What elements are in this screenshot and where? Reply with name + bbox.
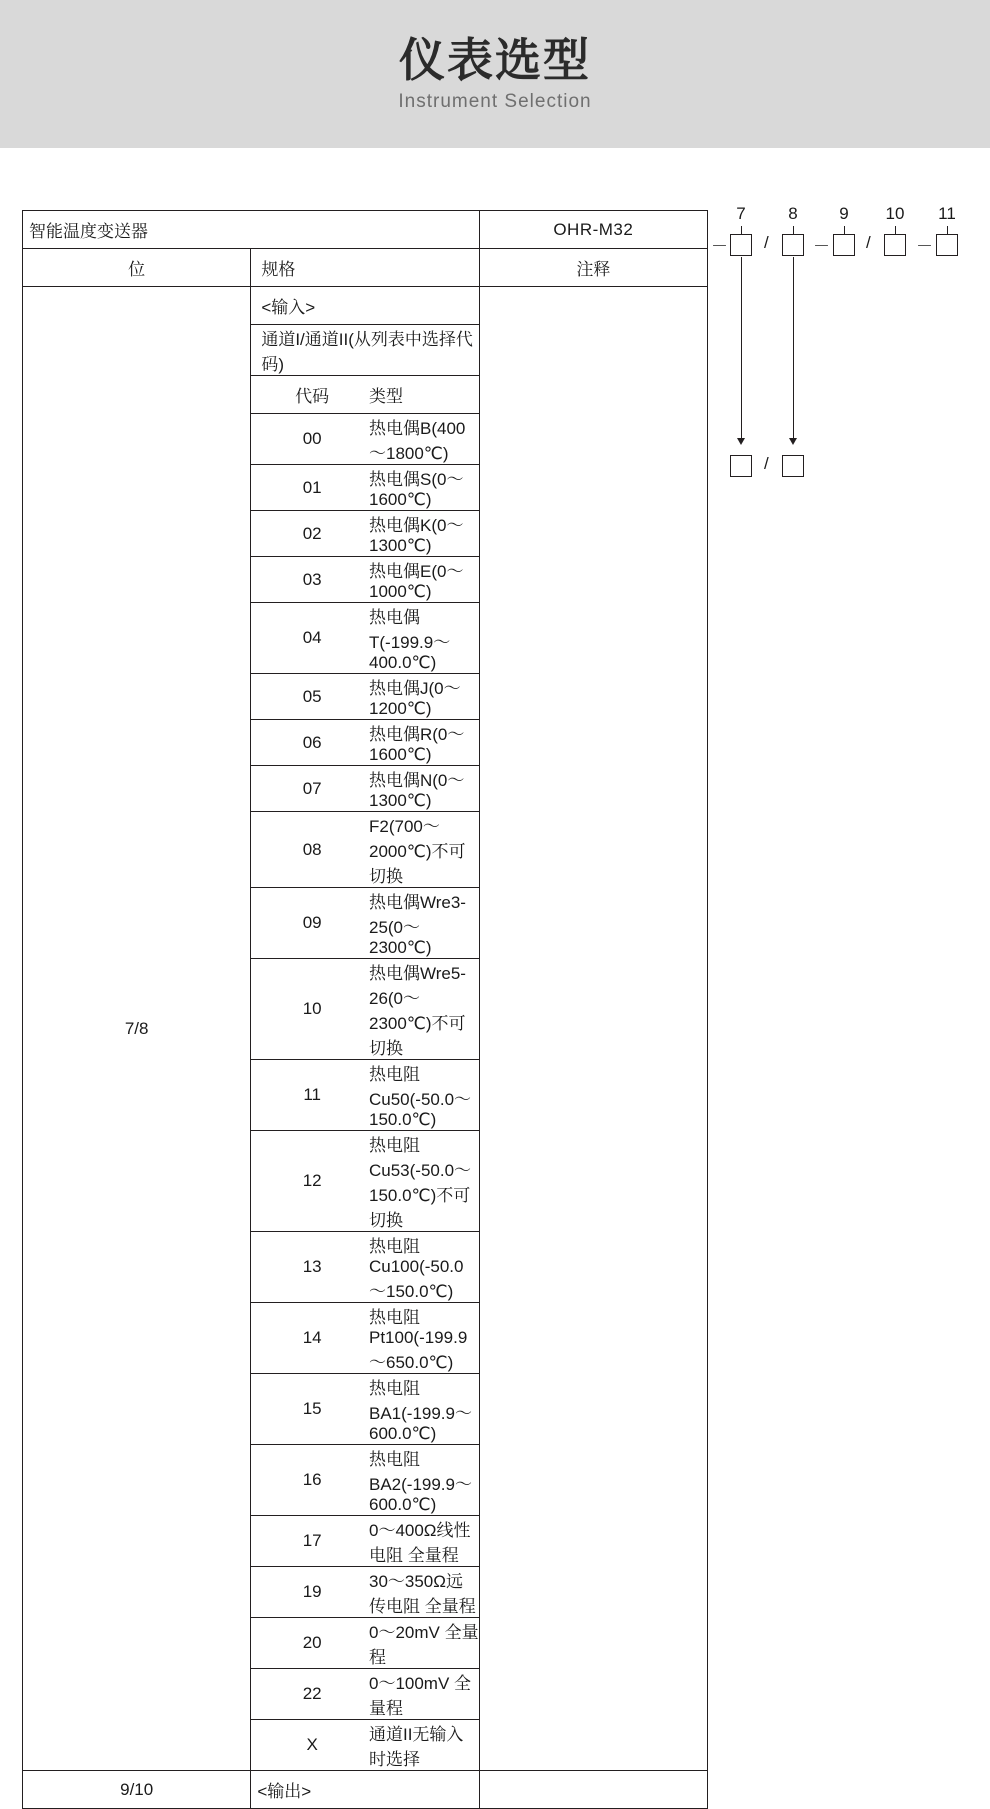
detail-separator-slash: / (764, 454, 769, 473)
row-code: 09 (251, 888, 365, 959)
banner-title-en: Instrument Selection (398, 91, 592, 113)
table-row (251, 1445, 478, 1516)
arrow-line-7 (741, 257, 742, 439)
row-code: 08 (251, 812, 365, 888)
row-type: 热电偶Wre5-26(0～2300℃)不可切换 (365, 959, 479, 1060)
banner-title-cn: 仪表选型 (399, 33, 591, 86)
table-row (251, 766, 478, 812)
table-row (251, 720, 478, 766)
row-code: 13 (251, 1232, 365, 1303)
row-type: 0～100mV 全量程 (365, 1669, 479, 1720)
code-number-11: 11 (938, 204, 956, 223)
row-type: 0～400Ω线性电阻 全量程 (365, 1516, 479, 1567)
row-type: 热电偶B(400～1800℃) (365, 414, 479, 465)
row-type: 热电偶N(0～1300℃) (365, 766, 479, 812)
table-header-row (23, 249, 708, 287)
table-row (251, 959, 478, 1060)
row-code: X (251, 1720, 365, 1771)
row-code: 20 (251, 1618, 365, 1669)
table-row (251, 603, 478, 674)
table-row (251, 1567, 478, 1618)
code-column-header: 代码 (251, 376, 365, 414)
input-title-row (251, 287, 478, 325)
table-row (251, 812, 478, 888)
input-code-table (251, 287, 478, 1770)
row-type: 热电偶Wre3-25(0～2300℃) (365, 888, 479, 959)
table-row (251, 674, 478, 720)
row-code: 19 (251, 1567, 365, 1618)
row-code: 22 (251, 1669, 365, 1720)
code-box-11[interactable] (936, 234, 958, 256)
arrow-head-8 (789, 438, 797, 445)
separator-dash-1: － (711, 237, 728, 256)
code-box-10[interactable] (884, 234, 906, 256)
row-type: 热电偶S(0～1600℃) (365, 465, 479, 511)
row-type: 热电偶E(0～1000℃) (365, 557, 479, 603)
arrow-line-8 (793, 257, 794, 439)
selection-table (22, 210, 708, 1809)
selection-sheet (0, 204, 990, 1809)
code-box-diagram (706, 204, 990, 510)
row-code: 16 (251, 1445, 365, 1516)
row-type: 热电阻Cu100(-50.0～150.0℃) (365, 1232, 479, 1303)
note-cell-input (479, 287, 707, 1771)
separator-slash-2: / (866, 233, 871, 252)
input-subtitle-row (251, 325, 478, 376)
type-column-header: 类型 (365, 376, 479, 414)
row-code: 12 (251, 1131, 365, 1232)
row-type: 热电偶J(0～1200℃) (365, 674, 479, 720)
row-type: 0～20mV 全量程 (365, 1618, 479, 1669)
page-banner (0, 0, 990, 148)
table-row (251, 1669, 478, 1720)
row-code: 11 (251, 1060, 365, 1131)
separator-slash-1: / (764, 233, 769, 252)
note-cell-output (479, 1771, 707, 1809)
section-row-input (23, 287, 708, 1771)
table-row (251, 1374, 478, 1445)
section-row-output (23, 1771, 708, 1809)
row-type: 热电偶R(0～1600℃) (365, 720, 479, 766)
model-code: OHR-M32 (479, 211, 707, 249)
table-row (251, 888, 478, 959)
row-code: 05 (251, 674, 365, 720)
section-position-output: 9/10 (23, 1771, 251, 1809)
code-number-8: 8 (788, 204, 798, 223)
row-type: 热电偶K(0～1300℃) (365, 511, 479, 557)
row-code: 06 (251, 720, 365, 766)
detail-code-box-channel-1[interactable] (730, 455, 752, 477)
row-type: 热电阻BA2(-199.9～600.0℃) (365, 1445, 479, 1516)
separator-dash-3: － (916, 237, 933, 256)
row-type: 30～350Ω远传电阻 全量程 (365, 1567, 479, 1618)
header-position: 位 (23, 249, 251, 287)
row-code: 15 (251, 1374, 365, 1445)
arrow-head-7 (737, 438, 745, 445)
row-type: 通道II无输入时选择 (365, 1720, 479, 1771)
row-type: 热电阻Pt100(-199.9～650.0℃) (365, 1303, 479, 1374)
row-code: 17 (251, 1516, 365, 1567)
header-note: 注释 (479, 249, 707, 287)
separator-dash-2: － (813, 237, 830, 256)
header-spec: 规格 (251, 249, 479, 287)
row-type: 热电阻Cu53(-50.0～150.0℃)不可切换 (365, 1131, 479, 1232)
table-row (251, 414, 478, 465)
output-title: <输出> (251, 1771, 479, 1809)
row-code: 07 (251, 766, 365, 812)
table-row (251, 557, 478, 603)
section-position: 7/8 (23, 287, 251, 1771)
row-code: 14 (251, 1303, 365, 1374)
table-row (251, 1303, 478, 1374)
row-type: 热电阻BA1(-199.9～600.0℃) (365, 1374, 479, 1445)
row-code: 00 (251, 414, 365, 465)
table-row (251, 465, 478, 511)
code-number-9: 9 (839, 204, 849, 223)
code-number-7: 7 (736, 204, 746, 223)
code-box-9[interactable] (833, 234, 855, 256)
row-code: 10 (251, 959, 365, 1060)
product-name: 智能温度变送器 (23, 211, 480, 249)
code-number-10: 10 (885, 204, 905, 223)
row-code: 03 (251, 557, 365, 603)
model-row (23, 211, 708, 249)
input-title: <输入> (251, 287, 478, 325)
table-row (251, 1131, 478, 1232)
row-code: 01 (251, 465, 365, 511)
row-type: 热电阻Cu50(-50.0～150.0℃) (365, 1060, 479, 1131)
row-code: 02 (251, 511, 365, 557)
table-row (251, 1618, 478, 1669)
table-row (251, 1232, 478, 1303)
row-type: 热电偶T(-199.9～400.0℃) (365, 603, 479, 674)
table-row (251, 1720, 478, 1771)
input-column-head-row (251, 376, 478, 414)
code-box-7[interactable] (730, 234, 752, 256)
table-row (251, 1060, 478, 1131)
row-code: 04 (251, 603, 365, 674)
table-row (251, 511, 478, 557)
code-box-8[interactable] (782, 234, 804, 256)
detail-code-box-channel-2[interactable] (782, 455, 804, 477)
input-subtitle: 通道I/通道II(从列表中选择代码) (251, 325, 478, 376)
section-spec-cell (251, 287, 479, 1771)
row-type: F2(700～2000℃)不可切换 (365, 812, 479, 888)
table-row (251, 1516, 478, 1567)
